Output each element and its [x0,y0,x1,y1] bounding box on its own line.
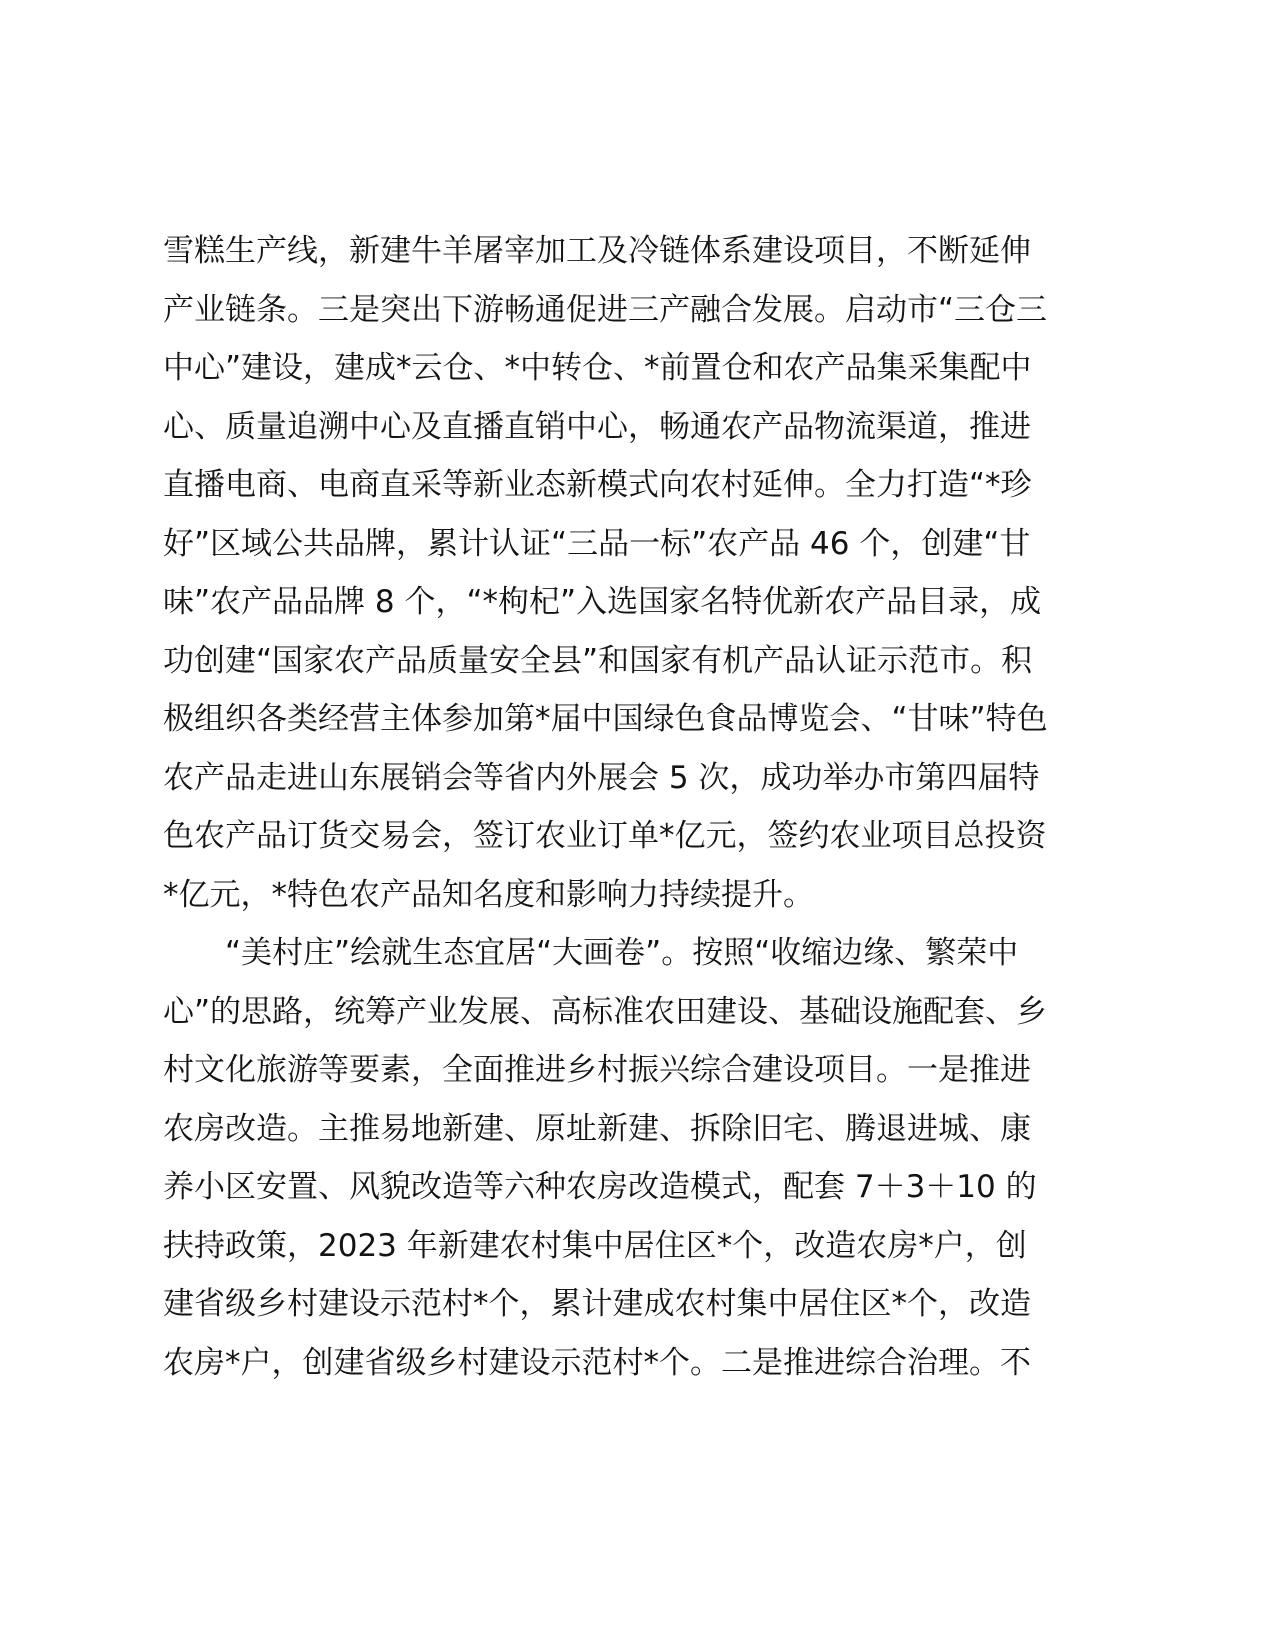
text-line: 好”区域公共品牌，累计认证“三品一标”农产品 46 个，创建“甘 [163,525,1031,562]
text-line: 养小区安置、风貌改造等六种农房改造模式，配套 7＋3＋10 的 [163,1169,1037,1205]
text-line: 功创建“国家农产品质量安全县”和国家有机产品认证示范市。积 [163,642,1033,679]
text-line: 建省级乡村建设示范村*个，累计建成农村集中居住区*个，改造 [163,1286,1031,1322]
text-line: 扶持政策，2023 年新建农村集中居住区*个，改造农房*户，创 [163,1227,1027,1264]
text-line: 中心”建设，建成*云仓、*中转仓、*前置仓和农产品集采集配中 [163,350,1032,386]
text-line: 极组织各类经营主体参加第*届中国绿色食品博览会、“甘味”特色 [163,701,1048,737]
text-line: 心、质量追溯中心及直播直销中心，畅通农产品物流渠道，推进 [163,408,1031,445]
document-body [163,222,1123,1392]
text-line: 直播电商、电商直采等新业态新模式向农村延伸。全力打造“*珍 [163,467,1032,503]
text-line: 心”的思路，统筹产业发展、高标准农田建设、基础设施配套、乡 [163,993,1048,1030]
text-line: 农房*户，创建省级乡村建设示范村*个。二是推进综合治理。不 [163,1344,1031,1381]
text-line: 农房改造。主推易地新建、原址新建、拆除旧宅、腾退进城、康 [163,1110,1031,1147]
paragraph-first-line: “美村庄”绘就生态宜居“大画卷”。按照“收缩边缘、繁荣中 [225,935,1019,971]
text-line: *亿元，*特色农产品知名度和影响力持续提升。 [163,876,814,913]
text-line: 色农产品订货交易会，签订农业订单*亿元，签约农业项目总投资 [163,818,1047,854]
text-line: 味”农产品品牌 8 个，“*枸杞”入选国家名特优新农产品目录，成 [163,584,1042,620]
text-line: 产业链条。三是突出下游畅通促进三产融合发展。启动市“三仓三 [163,291,1048,328]
text-line: 村文化旅游等要素，全面推进乡村振兴综合建设项目。一是推进 [163,1052,1031,1088]
text-line: 雪糕生产线，新建牛羊屠宰加工及冷链体系建设项目，不断延伸 [163,233,1031,269]
text-line: 农产品走进山东展销会等省内外展会 5 次，成功举办市第四届特 [163,759,1040,796]
